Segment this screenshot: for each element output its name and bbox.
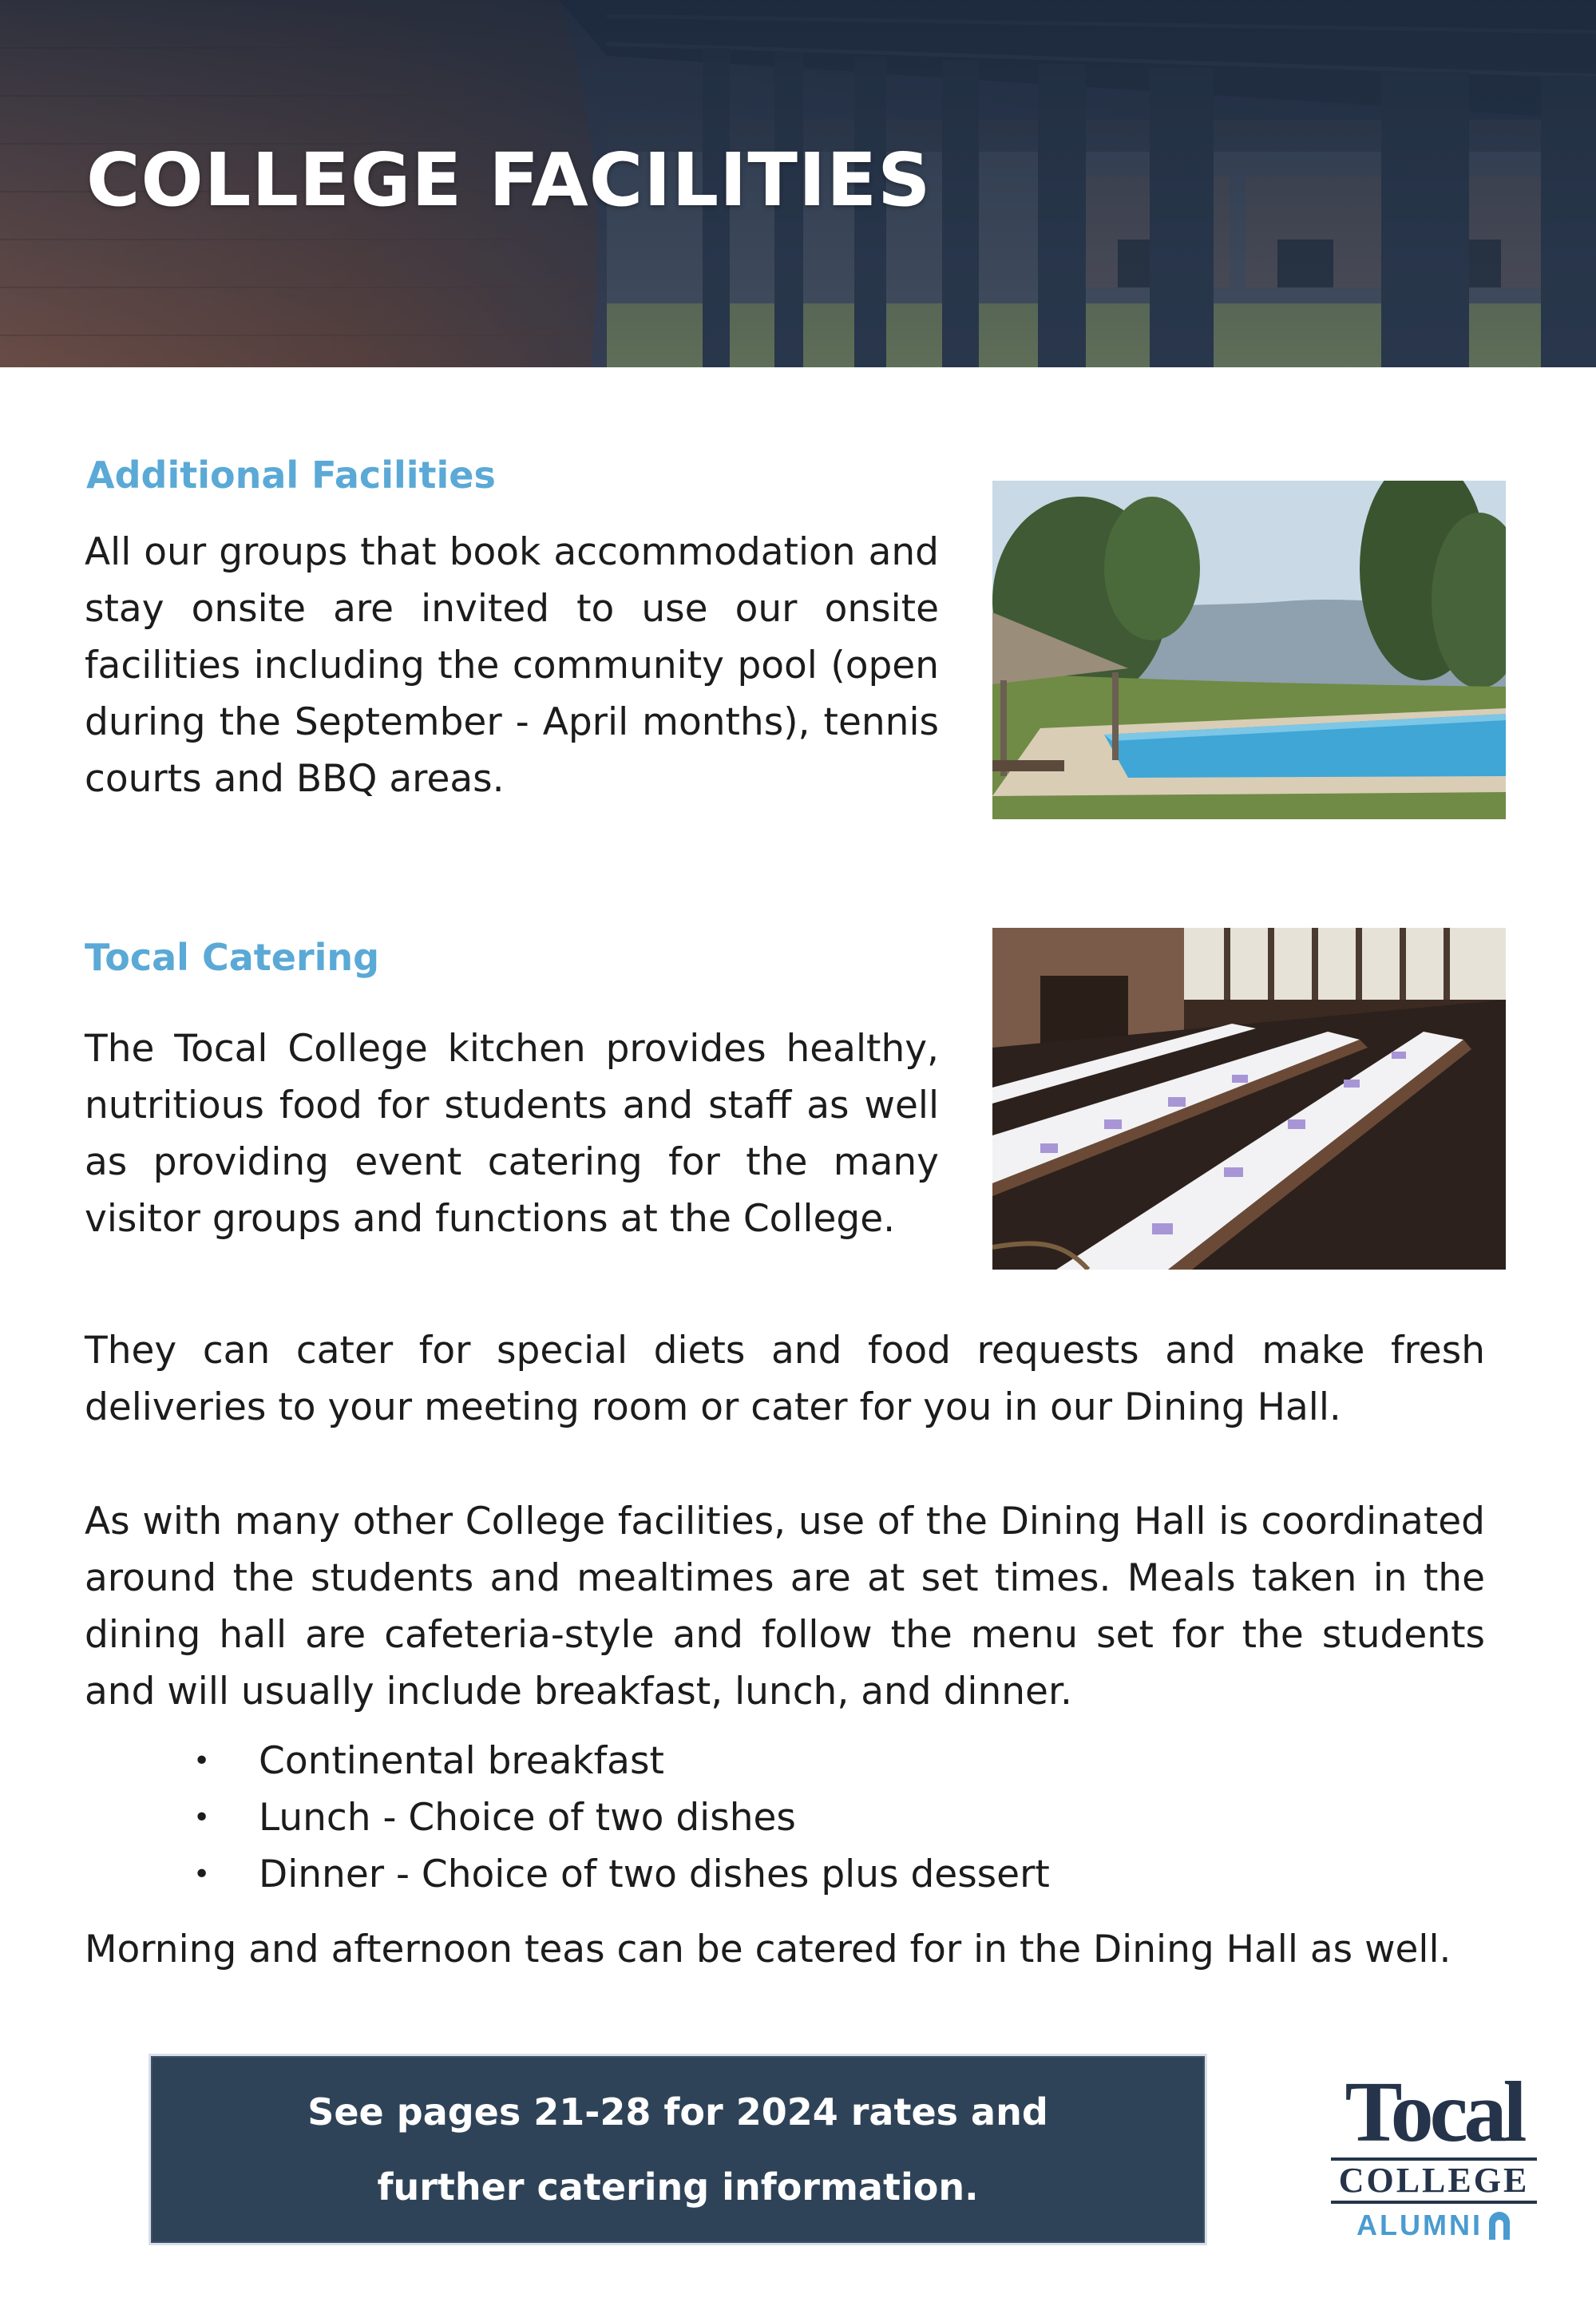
section-heading-additional-facilities: Additional Facilities <box>86 454 496 497</box>
meal-list <box>182 1733 1050 1903</box>
catering-diets-text: They can cater for special diets and food requests and make fresh deliveries to your meeting room or cater for you in our Dining Hall. <box>85 1329 1485 1429</box>
list-item <box>182 1846 1050 1903</box>
dining-hall-photo <box>992 928 1506 1270</box>
logo-alumni-label: ALUMNI <box>1356 2209 1483 2241</box>
logo-college-label: COLLEGE <box>1331 2157 1538 2204</box>
pool-photo <box>992 481 1506 819</box>
callout-line-2: further catering information. <box>377 2165 979 2209</box>
dining-hall-text: As with many other College facilities, use of the Dining Hall is coordinated around the students and mealtimes are at set times. Meals taken in the dining hall are cafeteria-style and follow the menu set for the students and will usually include breakfast, lunch, and dinner. <box>85 1500 1485 1714</box>
rates-callout-box <box>149 2054 1207 2245</box>
meal-item-label: Continental breakfast <box>259 1739 664 1783</box>
arch-icon <box>1487 2211 1511 2240</box>
tocal-college-alumni-logo <box>1327 2065 1541 2264</box>
hero-banner <box>0 0 1596 367</box>
logo-alumni-row <box>1327 2209 1541 2242</box>
list-item <box>182 1733 1050 1789</box>
section-heading-tocal-catering: Tocal Catering <box>85 936 380 979</box>
list-item <box>182 1789 1050 1846</box>
catering-intro-text: The Tocal College kitchen provides healthy, nutritious food for students and staff as well as providing event catering for the many visitor groups and functions at the College. <box>85 1027 939 1241</box>
bullet-icon: • <box>193 1858 211 1891</box>
additional-facilities-text: All our groups that book accommodation and stay onsite are invited to use our onsite facilities including the community pool (open during the September - April months), tennis courts and BBQ areas. <box>85 530 939 801</box>
meal-item-label: Lunch - Choice of two dishes <box>259 1796 796 1840</box>
bullet-icon: • <box>193 1801 211 1834</box>
bullet-icon: • <box>193 1745 211 1777</box>
closing-text: Morning and afternoon teas can be catered for in the Dining Hall as well. <box>85 1928 1451 1971</box>
callout-line-1: See pages 21-28 for 2024 rates and <box>307 2090 1048 2134</box>
logo-wordmark: Tocal <box>1345 2065 1523 2160</box>
meal-item-label: Dinner - Choice of two dishes plus dessert <box>259 1852 1050 1896</box>
page-title: COLLEGE FACILITIES <box>86 137 932 223</box>
